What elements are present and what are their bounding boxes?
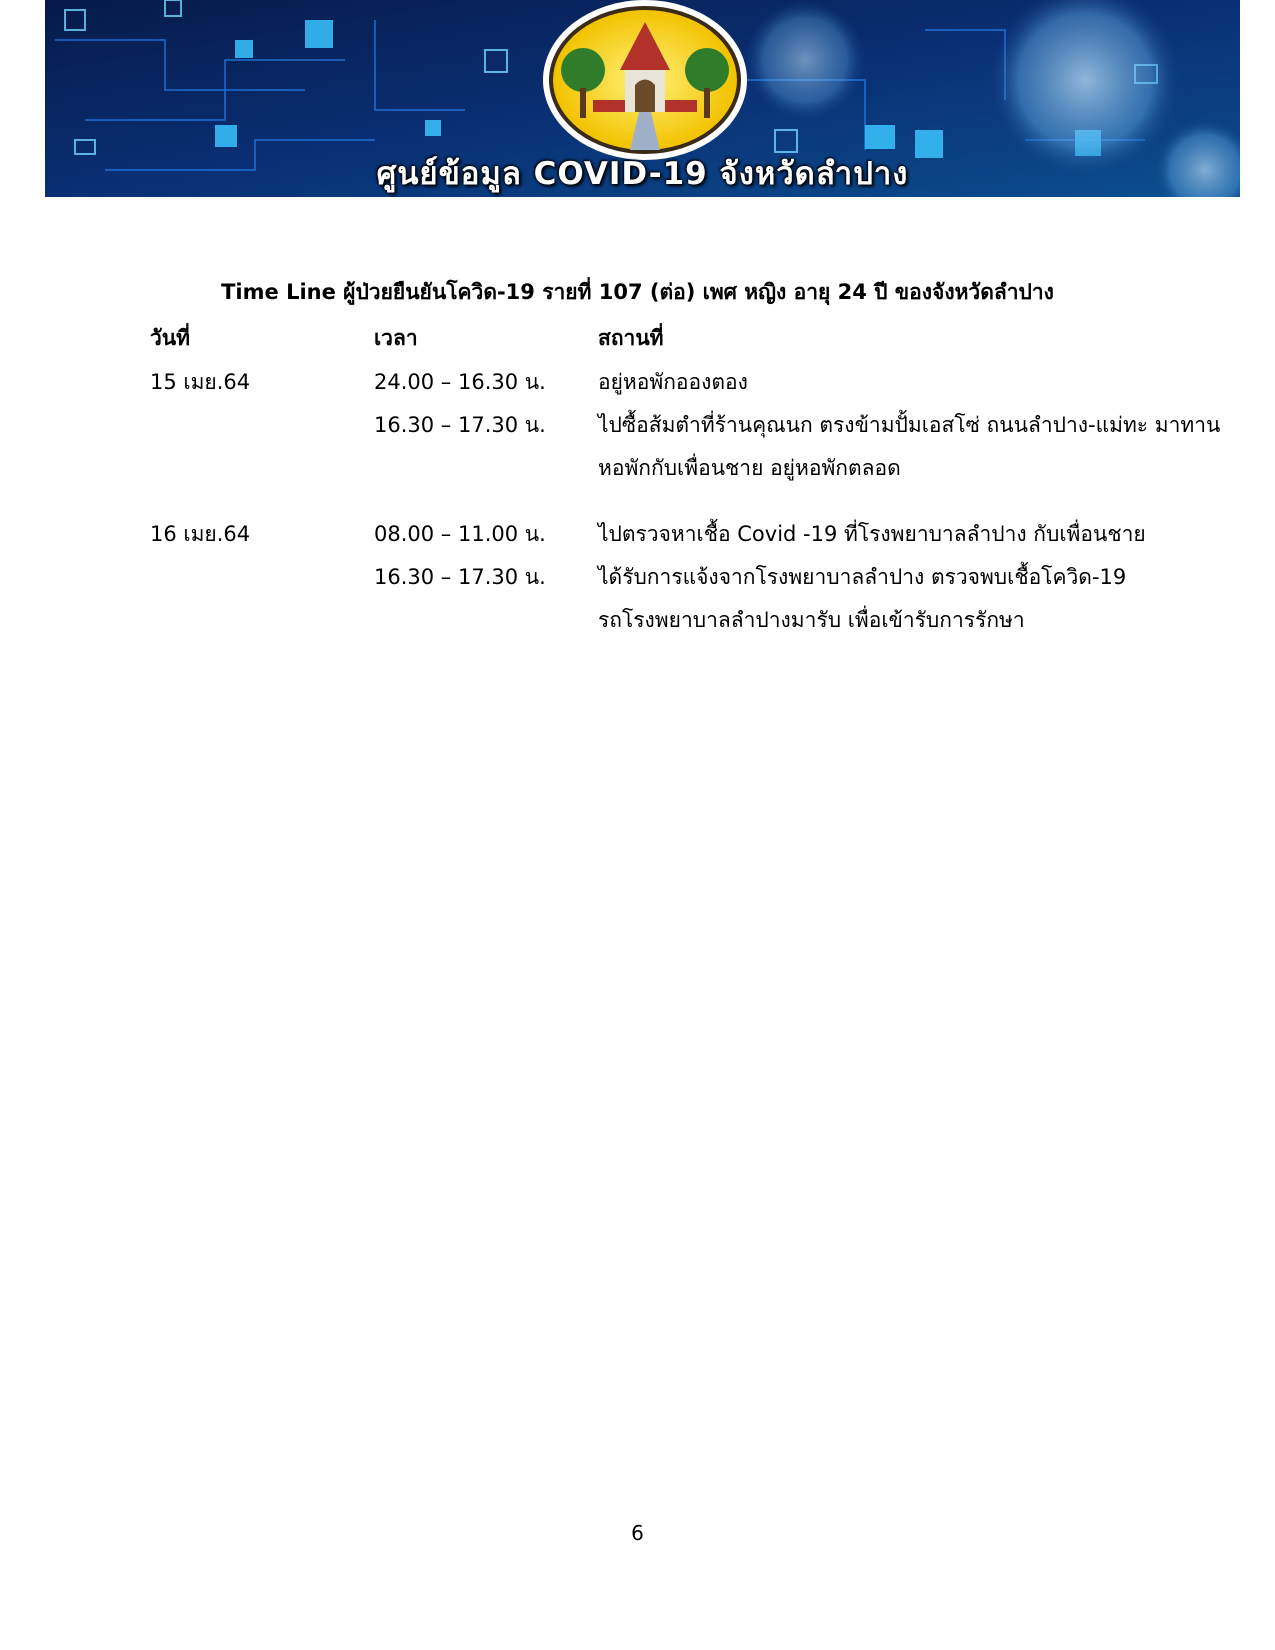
entry-place-line: อยู่หอพักอองตอง <box>598 370 748 394</box>
column-header-date: วันที่ <box>150 326 190 350</box>
entry-time: 08.00 – 11.00 น. <box>374 522 546 546</box>
entry-time: 24.00 – 16.30 น. <box>374 370 546 394</box>
entry-place-line: หอพักกับเพื่อนชาย อยู่หอพักตลอด <box>598 456 901 480</box>
column-header-place: สถานที่ <box>598 326 664 350</box>
header-banner <box>45 0 1240 197</box>
entry-place-line: รถโรงพยาบาลลำปางมารับ เพื่อเข้ารับการรักษา <box>598 608 1025 632</box>
document-title: Time Line ผู้ป่วยยืนยันโควิด-19 รายที่ 107 (ต่อ) เพศ หญิง อายุ 24 ปี ของจังหวัดลำปาง <box>221 280 1054 304</box>
entry-place-line: ไปตรวจหาเชื้อ Covid -19 ที่โรงพยาบาลลำปาง กับเพื่อนชาย <box>598 522 1146 546</box>
banner-caption: ศูนย์ข้อมูล COVID-19 จังหวัดลำปาง <box>376 156 909 192</box>
entry-place-line: ไปซื้อส้มตำที่ร้านคุณนก ตรงข้ามปั้มเอสโซ่ ถนนลำปาง-แม่ทะ มาทาน <box>598 413 1221 437</box>
entry-time: 16.30 – 17.30 น. <box>374 413 546 437</box>
entry-time: 16.30 – 17.30 น. <box>374 565 546 589</box>
lampang-seal-icon <box>543 0 747 160</box>
entry-place-line: ได้รับการแจ้งจากโรงพยาบาลลำปาง ตรวจพบเชื้อโควิด-19 <box>598 565 1127 589</box>
page-number: 6 <box>631 1521 644 1545</box>
column-header-time: เวลา <box>374 326 418 350</box>
entry-date: 15 เมย.64 <box>150 370 251 394</box>
entry-date: 16 เมย.64 <box>150 522 251 546</box>
